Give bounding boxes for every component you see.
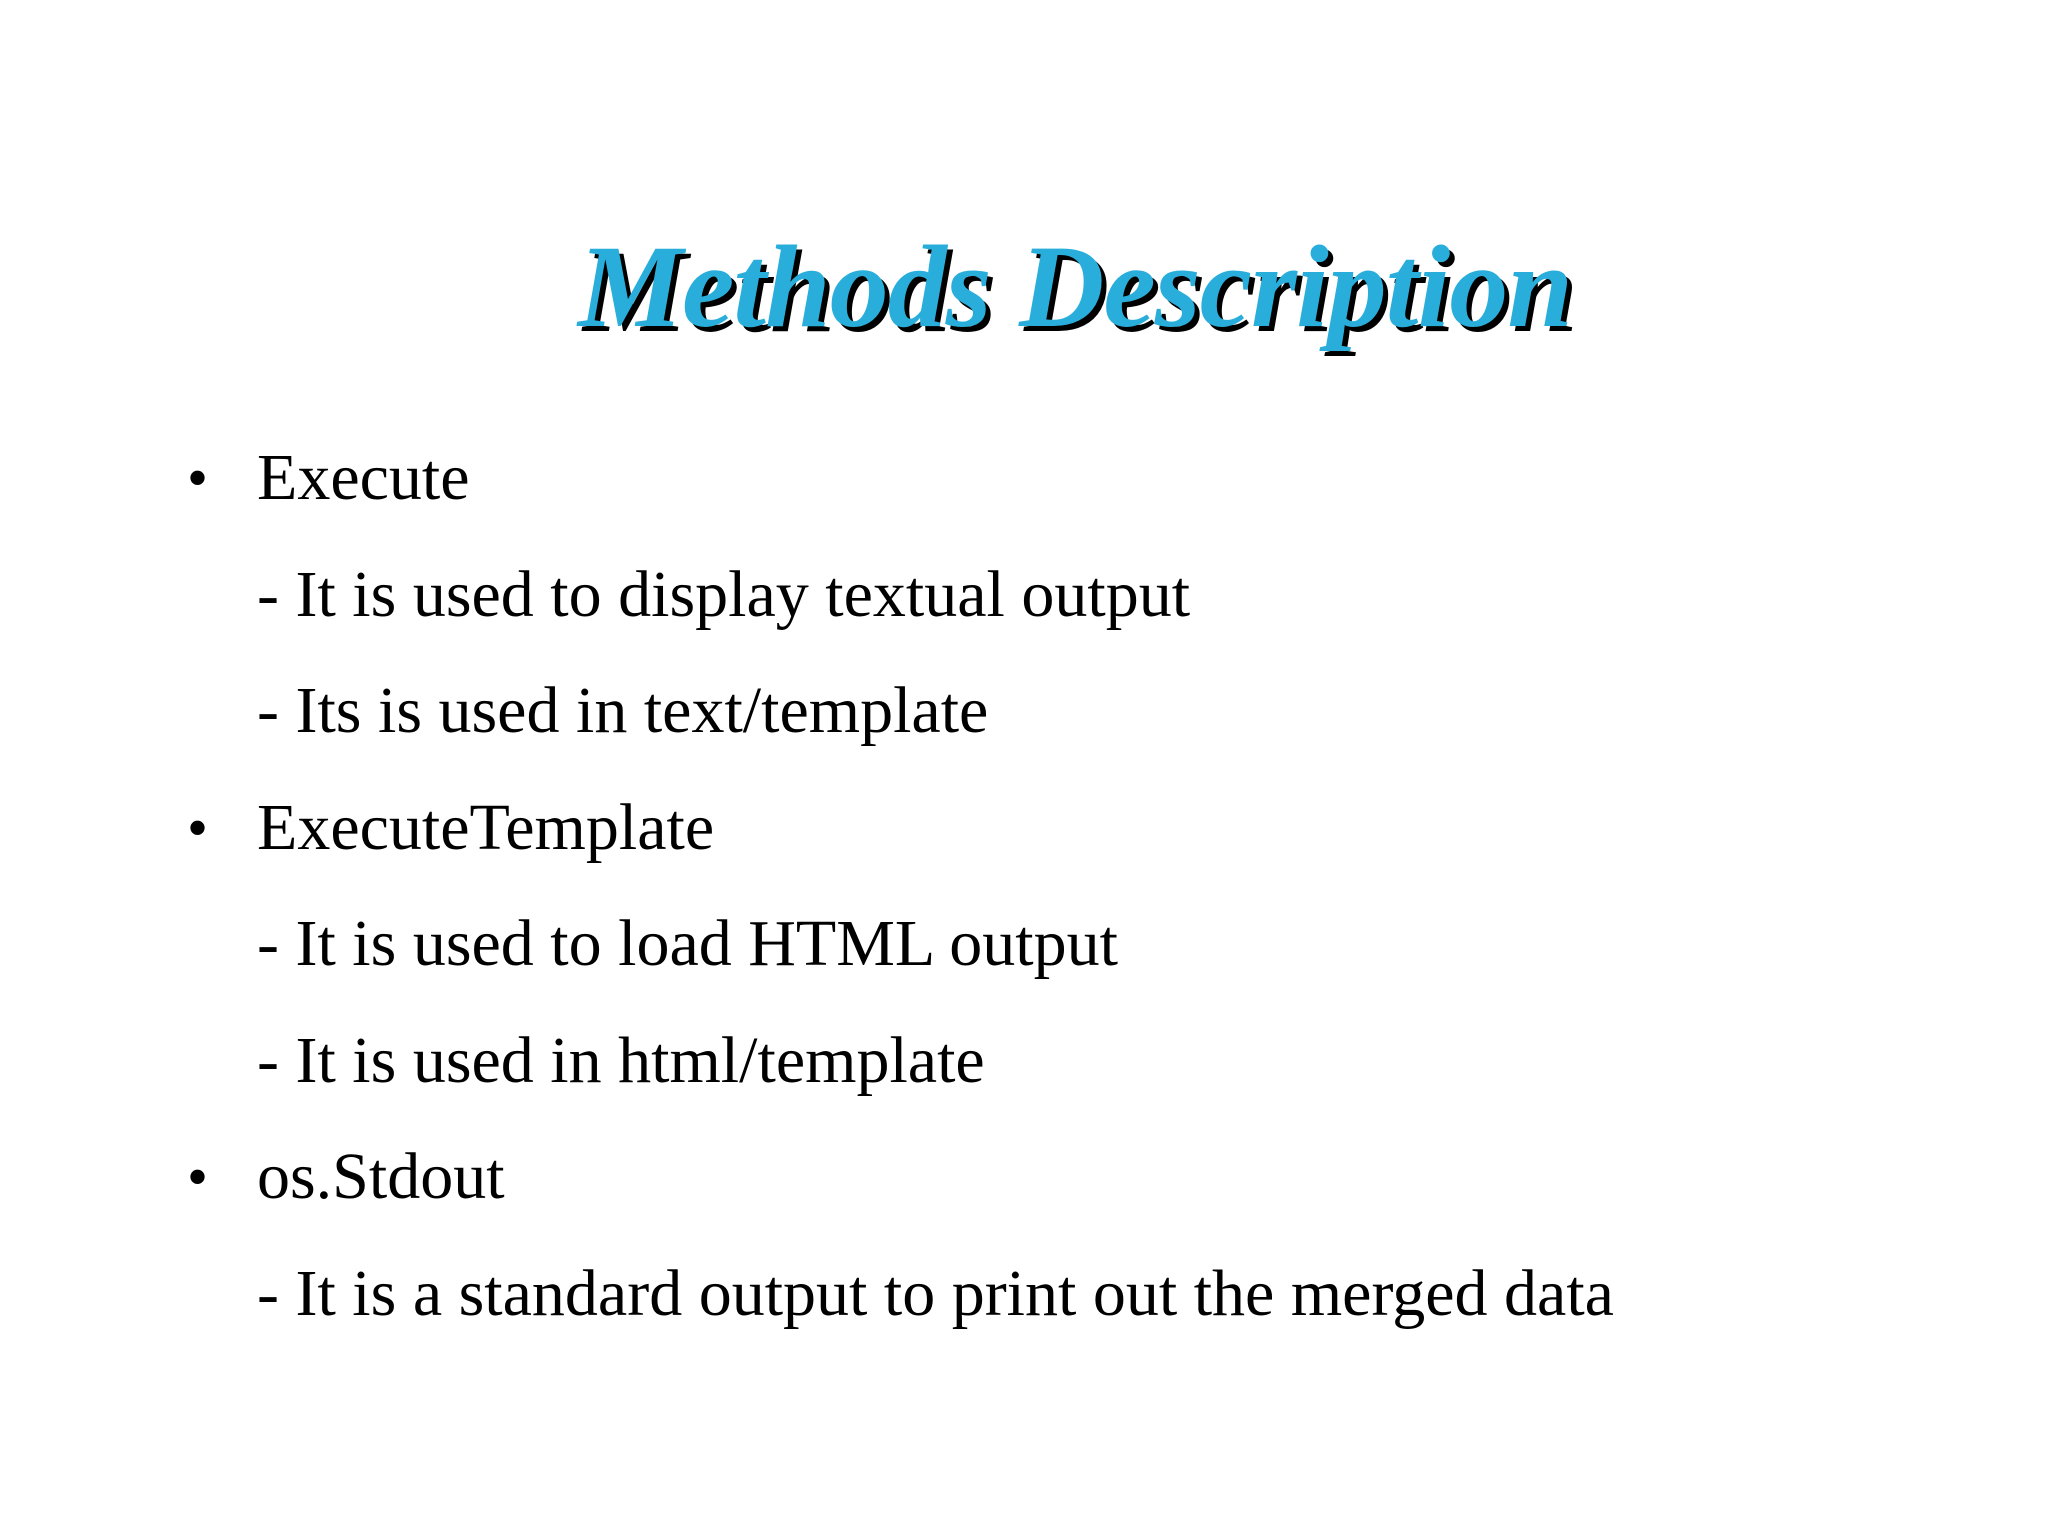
bullet-detail: - Its is used in text/template (257, 674, 989, 747)
bullet-marker: • (187, 795, 209, 861)
slide-title: Methods Description (578, 221, 1572, 352)
bullet-item-execute: Execute (257, 441, 470, 514)
bullet-item-executetemplate: ExecuteTemplate (257, 791, 715, 864)
bullet-detail: - It is used to load HTML output (257, 907, 1118, 980)
bullet-detail: - It is a standard output to print out the merged data (257, 1257, 1614, 1330)
bullet-marker: • (187, 445, 209, 511)
bullet-detail: - It is used to display textual output (257, 558, 1191, 631)
bullet-detail: - It is used in html/template (257, 1024, 985, 1097)
bullet-marker: • (187, 1144, 209, 1210)
bullet-item-os-stdout: os.Stdout (257, 1140, 505, 1213)
